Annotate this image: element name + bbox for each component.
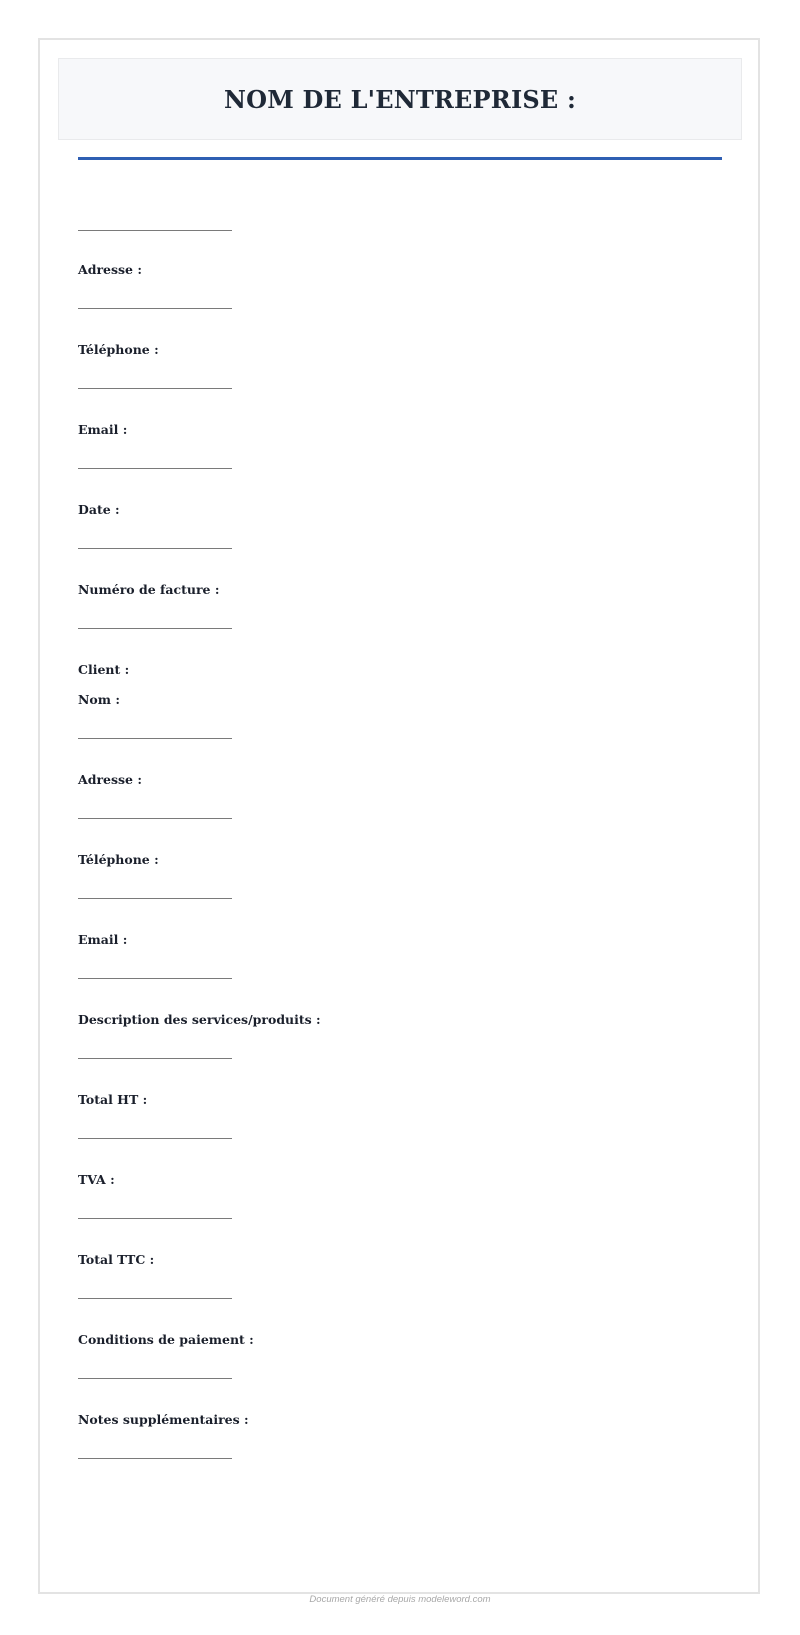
company-email-label: Email : [78, 422, 128, 437]
company-header [58, 58, 742, 140]
client-phone-line[interactable] [78, 898, 232, 899]
total-ht-label: Total HT : [78, 1092, 148, 1107]
client-heading: Client : [78, 662, 130, 677]
company-phone-line[interactable] [78, 388, 232, 389]
total-ht-line[interactable] [78, 1138, 232, 1139]
description-line[interactable] [78, 1058, 232, 1059]
client-phone-label: Téléphone : [78, 852, 159, 867]
date-label: Date : [78, 502, 120, 517]
footer-credit: Document généré depuis modeleword.com [309, 1594, 491, 1605]
client-address-label: Adresse : [78, 772, 142, 787]
invoice-number-label: Numéro de facture : [78, 582, 220, 597]
company-name-title: NOM DE L'ENTREPRISE : [223, 84, 577, 114]
document-frame [38, 38, 760, 1594]
tva-line[interactable] [78, 1218, 232, 1219]
notes-label: Notes supplémentaires : [78, 1412, 249, 1427]
description-label: Description des services/produits : [78, 1012, 321, 1027]
invoice-number-line[interactable] [78, 628, 232, 629]
company-name-line[interactable] [78, 230, 232, 231]
payment-terms-label: Conditions de paiement : [78, 1332, 254, 1347]
notes-line[interactable] [78, 1458, 232, 1459]
client-name-label: Nom : [78, 692, 120, 707]
accent-divider [78, 157, 722, 160]
company-address-line[interactable] [78, 308, 232, 309]
client-name-line[interactable] [78, 738, 232, 739]
company-phone-label: Téléphone : [78, 342, 159, 357]
company-address-label: Adresse : [78, 262, 142, 277]
client-address-line[interactable] [78, 818, 232, 819]
total-ttc-line[interactable] [78, 1298, 232, 1299]
tva-label: TVA : [78, 1172, 115, 1187]
date-line[interactable] [78, 548, 232, 549]
client-email-label: Email : [78, 932, 128, 947]
client-email-line[interactable] [78, 978, 232, 979]
total-ttc-label: Total TTC : [78, 1252, 155, 1267]
payment-terms-line[interactable] [78, 1378, 232, 1379]
company-email-line[interactable] [78, 468, 232, 469]
